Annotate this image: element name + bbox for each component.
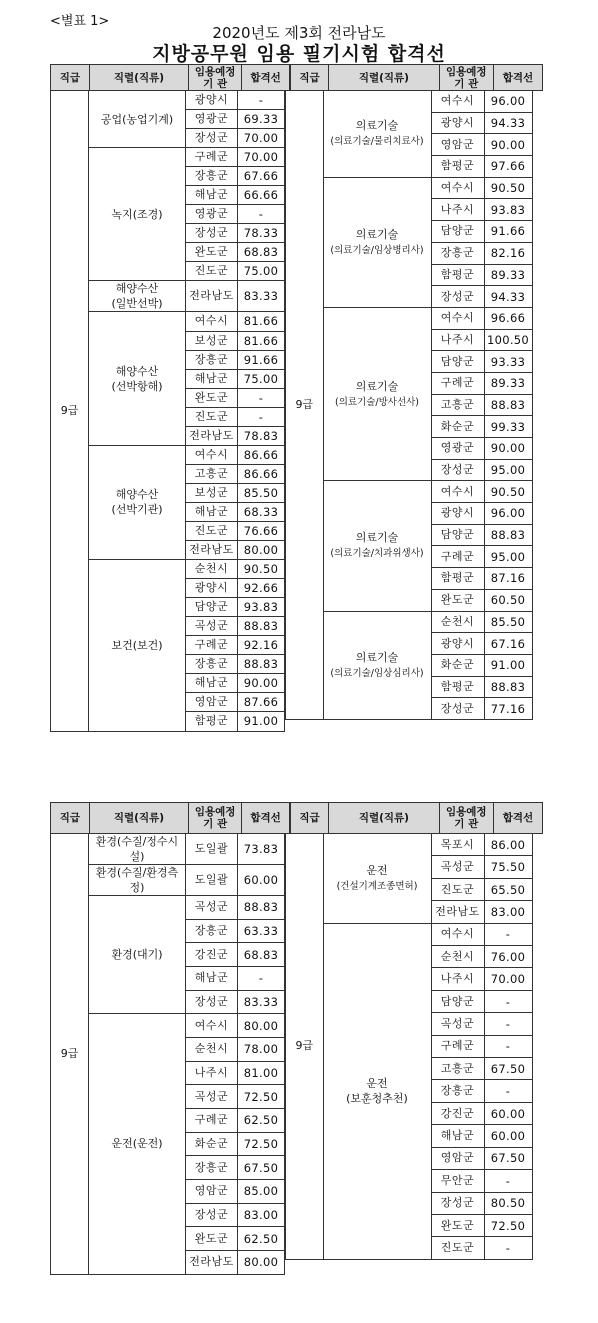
results-table-1 — [50, 64, 543, 732]
org-cell: 담양군 — [186, 598, 238, 617]
score-cell: 96.00 — [484, 91, 532, 113]
org-cell: 장성군 — [186, 1203, 238, 1227]
job-series-cell: 의료기술 (의료기술/방사선사) — [323, 307, 431, 481]
org-cell: 화순군 — [186, 1132, 238, 1156]
score-cell: 95.00 — [484, 546, 532, 568]
side-table — [284, 90, 533, 720]
org-cell: 여수시 — [186, 1014, 238, 1038]
org-cell: 순천시 — [431, 946, 484, 968]
org-cell: 장흥군 — [186, 167, 238, 186]
header-job: 직렬(직류) — [89, 65, 188, 91]
org-cell: 곡성군 — [186, 617, 238, 636]
results-table-2 — [50, 802, 543, 1275]
score-cell: 80.50 — [484, 1192, 532, 1214]
score-cell: 94.33 — [484, 112, 532, 134]
org-cell: 구례군 — [431, 372, 484, 394]
org-cell: 구례군 — [186, 148, 238, 167]
org-cell: 영암군 — [186, 693, 238, 712]
score-cell: 75.00 — [238, 369, 285, 388]
org-cell: 구례군 — [431, 546, 484, 568]
score-cell: 85.50 — [238, 483, 285, 502]
org-cell: 곡성군 — [186, 1085, 238, 1109]
score-cell: 88.83 — [238, 617, 285, 636]
score-cell: - — [484, 1013, 532, 1035]
org-cell: 완도군 — [186, 1227, 238, 1251]
org-cell: 곡성군 — [431, 1013, 484, 1035]
score-cell: 70.00 — [238, 148, 285, 167]
org-cell: 영광군 — [431, 438, 484, 460]
score-cell: 93.83 — [484, 199, 532, 221]
score-cell: 86.00 — [484, 834, 532, 856]
org-cell: 강진군 — [431, 1102, 484, 1124]
org-cell: 전라남도 — [186, 426, 238, 445]
org-cell: 여수시 — [431, 307, 484, 329]
grade-cell: 9급 — [51, 91, 89, 732]
score-cell: 80.00 — [238, 541, 285, 560]
score-cell: 89.33 — [484, 372, 532, 394]
org-cell: 곡성군 — [186, 896, 238, 920]
org-cell: 해남군 — [186, 186, 238, 205]
org-cell: 진도군 — [431, 878, 484, 900]
org-cell: 장성군 — [186, 129, 238, 148]
header-score: 합격선 — [242, 65, 290, 91]
score-cell: 81.66 — [238, 312, 285, 331]
org-cell: 고흥군 — [431, 1058, 484, 1080]
header-score: 합격선 — [242, 803, 290, 834]
org-cell: 진도군 — [186, 521, 238, 540]
score-cell: 78.33 — [238, 224, 285, 243]
score-cell: 97.66 — [484, 156, 532, 178]
org-cell: 여수시 — [431, 177, 484, 199]
org-cell: 영광군 — [186, 110, 238, 129]
org-cell: 함평군 — [186, 712, 238, 731]
job-series-cell: 의료기술 (의료기술/물리치료사) — [323, 91, 431, 178]
score-cell: 80.00 — [238, 1250, 285, 1274]
grade-cell: 9급 — [285, 834, 323, 1260]
score-cell: 90.50 — [484, 177, 532, 199]
score-cell: 90.00 — [238, 674, 285, 693]
header-score: 합격선 — [493, 65, 542, 91]
score-cell: 60.00 — [484, 1125, 532, 1147]
page-subtitle: 2020년도 제3회 전라남도 — [212, 24, 386, 42]
job-series-cell: 해양수산 (일반선박) — [89, 281, 186, 312]
score-cell: 86.66 — [238, 464, 285, 483]
score-cell: 69.33 — [238, 110, 285, 129]
org-cell: 여수시 — [431, 923, 484, 945]
org-cell: 해남군 — [186, 966, 238, 990]
score-cell: 91.00 — [238, 712, 285, 731]
score-cell: 67.50 — [484, 1147, 532, 1169]
header-org: 임용예정 기 관 — [189, 803, 242, 834]
org-cell: 강진군 — [186, 943, 238, 967]
score-cell: 67.50 — [238, 1156, 285, 1180]
score-cell: 63.33 — [238, 919, 285, 943]
score-cell: 90.50 — [484, 481, 532, 503]
score-cell: 88.83 — [238, 896, 285, 920]
score-cell: 86.66 — [238, 445, 285, 464]
score-cell: 60.00 — [484, 1102, 532, 1124]
score-cell: 85.50 — [484, 611, 532, 633]
score-cell: - — [484, 1237, 532, 1259]
org-cell: 해남군 — [186, 502, 238, 521]
header-grade: 직급 — [51, 803, 90, 834]
score-cell: 88.83 — [238, 655, 285, 674]
job-series-cell: 의료기술 (의료기술/치과위생사) — [323, 481, 431, 611]
score-cell: 90.00 — [484, 134, 532, 156]
org-cell: 진도군 — [186, 407, 238, 426]
org-cell: 전라남도 — [186, 281, 238, 312]
org-cell: 도일괄 — [186, 834, 238, 865]
grade-cell: 9급 — [51, 834, 89, 1275]
score-cell: 68.83 — [238, 243, 285, 262]
org-cell: 보성군 — [186, 483, 238, 502]
org-cell: 구례군 — [431, 1035, 484, 1057]
org-cell: 완도군 — [186, 243, 238, 262]
org-cell: 담양군 — [431, 990, 484, 1012]
score-cell: 78.83 — [238, 426, 285, 445]
score-cell: 72.50 — [238, 1085, 285, 1109]
score-cell: 75.00 — [238, 262, 285, 281]
score-cell: 83.33 — [238, 990, 285, 1014]
org-cell: 해남군 — [186, 674, 238, 693]
score-cell: 70.00 — [238, 129, 285, 148]
header-org: 임용예정 기 관 — [439, 65, 493, 91]
org-cell: 광양시 — [186, 91, 238, 110]
org-cell: 완도군 — [186, 388, 238, 407]
org-cell: 장흥군 — [186, 350, 238, 369]
org-cell: 여수시 — [431, 91, 484, 113]
score-cell: 81.00 — [238, 1061, 285, 1085]
score-cell: - — [238, 91, 285, 110]
org-cell: 광양시 — [186, 579, 238, 598]
header-grade: 직급 — [290, 65, 329, 91]
score-cell: 82.16 — [484, 242, 532, 264]
job-series-cell: 해양수산 (선박항해) — [89, 312, 186, 445]
org-cell: 함평군 — [431, 676, 484, 698]
org-cell: 해남군 — [431, 1125, 484, 1147]
score-cell: 80.00 — [238, 1014, 285, 1038]
org-cell: 담양군 — [431, 221, 484, 243]
org-cell: 전라남도 — [186, 541, 238, 560]
score-cell: - — [238, 407, 285, 426]
pass-score-table — [50, 64, 543, 91]
score-cell: 91.66 — [238, 350, 285, 369]
org-cell: 장성군 — [431, 459, 484, 481]
score-cell: 87.66 — [238, 693, 285, 712]
score-cell: 68.33 — [238, 502, 285, 521]
score-cell: 99.33 — [484, 416, 532, 438]
job-series-cell: 운전 (건설기계조종면허) — [323, 834, 431, 924]
score-cell: 70.00 — [484, 968, 532, 990]
org-cell: 보성군 — [186, 331, 238, 350]
score-cell: 91.66 — [484, 221, 532, 243]
org-cell: 곡성군 — [431, 856, 484, 878]
header-job: 직렬(직류) — [89, 803, 188, 834]
org-cell: 도일괄 — [186, 865, 238, 896]
org-cell: 장성군 — [186, 990, 238, 1014]
org-cell: 완도군 — [431, 1214, 484, 1236]
score-cell: 72.50 — [484, 1214, 532, 1236]
job-series-cell: 녹지(조경) — [89, 148, 186, 281]
side-table — [50, 90, 285, 732]
org-cell: 장흥군 — [431, 1080, 484, 1102]
score-cell: 88.83 — [484, 394, 532, 416]
score-cell: 62.50 — [238, 1227, 285, 1251]
org-cell: 진도군 — [431, 1237, 484, 1259]
score-cell: 77.16 — [484, 698, 532, 720]
score-cell: 96.66 — [484, 307, 532, 329]
score-cell: 96.00 — [484, 503, 532, 525]
org-cell: 광양시 — [431, 112, 484, 134]
score-cell: 72.50 — [238, 1132, 285, 1156]
org-cell: 나주시 — [431, 968, 484, 990]
org-cell: 광양시 — [431, 633, 484, 655]
job-series-cell: 운전 (보훈청추천) — [323, 923, 431, 1259]
org-cell: 고흥군 — [186, 464, 238, 483]
job-series-cell: 환경(수질/환경측정) — [89, 865, 186, 896]
score-cell: 65.50 — [484, 878, 532, 900]
score-cell: 83.33 — [238, 281, 285, 312]
score-cell: 83.00 — [238, 1203, 285, 1227]
score-cell: - — [238, 966, 285, 990]
header-score: 합격선 — [493, 803, 542, 834]
job-series-cell: 환경(대기) — [89, 896, 186, 1014]
header-org: 임용예정 기 관 — [439, 803, 493, 834]
score-cell: - — [238, 388, 285, 407]
org-cell: 장성군 — [186, 224, 238, 243]
org-cell: 나주시 — [431, 329, 484, 351]
org-cell: 여수시 — [186, 312, 238, 331]
score-cell: - — [484, 1035, 532, 1057]
score-cell: 68.83 — [238, 943, 285, 967]
org-cell: 영암군 — [431, 1147, 484, 1169]
score-cell: 90.00 — [484, 438, 532, 460]
org-cell: 순천시 — [186, 1037, 238, 1061]
org-cell: 전라남도 — [431, 901, 484, 923]
score-cell: 92.16 — [238, 636, 285, 655]
org-cell: 해남군 — [186, 369, 238, 388]
score-cell: 88.83 — [484, 676, 532, 698]
annex-label: <별표 1> — [50, 14, 110, 29]
org-cell: 함평군 — [431, 264, 484, 286]
org-cell: 구례군 — [186, 636, 238, 655]
org-cell: 순천시 — [431, 611, 484, 633]
org-cell: 나주시 — [186, 1061, 238, 1085]
org-cell: 함평군 — [431, 568, 484, 590]
org-cell: 장흥군 — [186, 1156, 238, 1180]
job-series-cell: 환경(수질/정수시설) — [89, 834, 186, 865]
header-job: 직렬(직류) — [329, 65, 439, 91]
org-cell: 고흥군 — [431, 394, 484, 416]
score-cell: - — [484, 990, 532, 1012]
org-cell: 장성군 — [431, 286, 484, 308]
score-cell: 76.00 — [484, 946, 532, 968]
score-cell: 90.50 — [238, 560, 285, 579]
org-cell: 완도군 — [431, 589, 484, 611]
score-cell: 62.50 — [238, 1108, 285, 1132]
org-cell: 순천시 — [186, 560, 238, 579]
score-cell: 88.83 — [484, 524, 532, 546]
org-cell: 장흥군 — [431, 242, 484, 264]
score-cell: 81.66 — [238, 331, 285, 350]
job-series-cell: 해양수산 (선박기관) — [89, 445, 186, 559]
score-cell: 92.66 — [238, 579, 285, 598]
org-cell: 영암군 — [186, 1179, 238, 1203]
score-cell: 87.16 — [484, 568, 532, 590]
job-series-cell: 공업(농업기계) — [89, 91, 186, 148]
score-cell: 67.16 — [484, 633, 532, 655]
job-series-cell: 의료기술 (의료기술/임상심리사) — [323, 611, 431, 719]
org-cell: 장성군 — [431, 1192, 484, 1214]
score-cell: - — [238, 205, 285, 224]
score-cell: - — [484, 1080, 532, 1102]
org-cell: 영광군 — [186, 205, 238, 224]
score-cell: 60.50 — [484, 589, 532, 611]
side-table — [284, 833, 533, 1260]
score-cell: 93.83 — [238, 598, 285, 617]
score-cell: - — [484, 1170, 532, 1192]
org-cell: 광양시 — [431, 503, 484, 525]
org-cell: 여수시 — [186, 445, 238, 464]
org-cell: 장흥군 — [186, 655, 238, 674]
score-cell: 85.00 — [238, 1179, 285, 1203]
org-cell: 구례군 — [186, 1108, 238, 1132]
org-cell: 장흥군 — [186, 919, 238, 943]
score-cell: 73.83 — [238, 834, 285, 865]
score-cell: 83.00 — [484, 901, 532, 923]
org-cell: 담양군 — [431, 524, 484, 546]
org-cell: 진도군 — [186, 262, 238, 281]
score-cell: 94.33 — [484, 286, 532, 308]
score-cell: 60.00 — [238, 865, 285, 896]
job-series-cell: 의료기술 (의료기술/임상병리사) — [323, 177, 431, 307]
score-cell: - — [484, 923, 532, 945]
header-org: 임용예정 기 관 — [189, 65, 242, 91]
org-cell: 영암군 — [431, 134, 484, 156]
score-cell: 93.33 — [484, 351, 532, 373]
score-cell: 91.00 — [484, 654, 532, 676]
org-cell: 담양군 — [431, 351, 484, 373]
header-grade: 직급 — [290, 803, 329, 834]
score-cell: 76.66 — [238, 521, 285, 540]
org-cell: 무안군 — [431, 1170, 484, 1192]
score-cell: 78.00 — [238, 1037, 285, 1061]
org-cell: 나주시 — [431, 199, 484, 221]
score-cell: 100.50 — [484, 329, 532, 351]
org-cell: 여수시 — [431, 481, 484, 503]
org-cell: 함평군 — [431, 156, 484, 178]
score-cell: 67.50 — [484, 1058, 532, 1080]
score-cell: 75.50 — [484, 856, 532, 878]
score-cell: 67.66 — [238, 167, 285, 186]
score-cell: 95.00 — [484, 459, 532, 481]
grade-cell: 9급 — [285, 91, 323, 720]
org-cell: 전라남도 — [186, 1250, 238, 1274]
score-cell: 66.66 — [238, 186, 285, 205]
score-cell: 89.33 — [484, 264, 532, 286]
org-cell: 목포시 — [431, 834, 484, 856]
header-job: 직렬(직류) — [329, 803, 439, 834]
header-grade: 직급 — [51, 65, 90, 91]
org-cell: 화순군 — [431, 416, 484, 438]
side-table — [50, 833, 285, 1275]
pass-score-table — [50, 802, 543, 834]
org-cell: 장성군 — [431, 698, 484, 720]
org-cell: 화순군 — [431, 654, 484, 676]
page-title: 지방공무원 임용 필기시험 합격선 — [152, 43, 446, 65]
job-series-cell: 운전(운전) — [89, 1014, 186, 1274]
job-series-cell: 보건(보건) — [89, 560, 186, 731]
